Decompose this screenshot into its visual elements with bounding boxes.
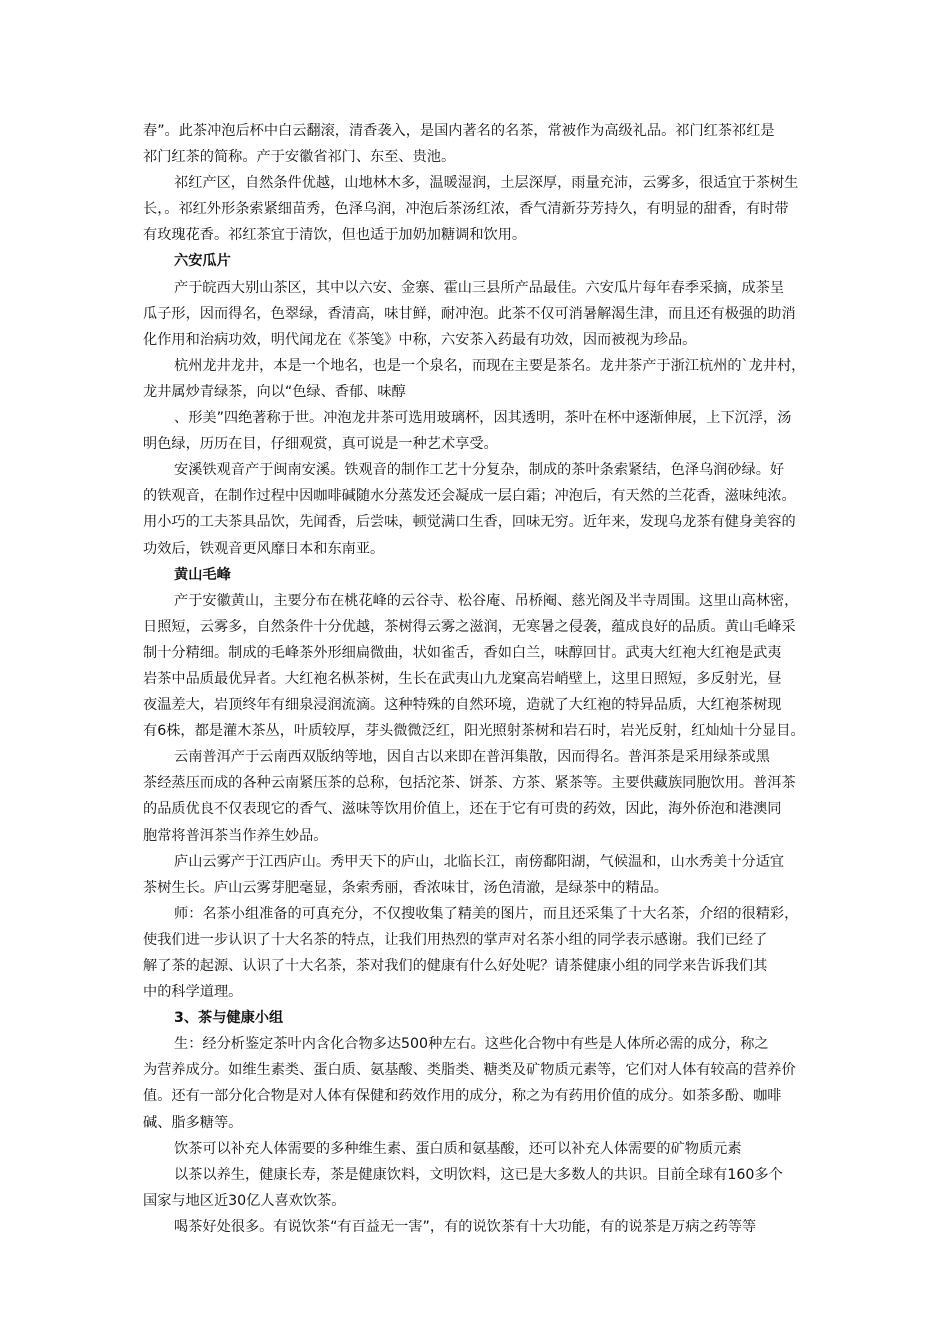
section-heading: 3、茶与健康小组 [174,1010,284,1027]
text-line: 龙井属炒青绿茶，向以“色绿、香郁、味醇 [143,383,406,400]
text-line: 有玫瑰花香。祁红茶宜于清饮，但也适于加奶加糖调和饮用。 [143,227,527,244]
text-line: 春”。此茶冲泡后杯中白云翻滚，清香袭入，是国内著名的名茶，常被作为高级礼品。祁门红茶祁红是 [143,123,775,139]
text-line: 中的科学道理。 [143,984,243,1001]
text-line: 有6株，都是灌木茶丛，叶质较厚，芽头微微泛红，阳光照射茶树和岩石时，岩光反射，红灿灿十分显目。 [143,723,805,740]
text-line: 使我们进一步认识了十大名茶的特点，让我们用热烈的掌声对名茶小组的同学表示感谢。我们已经了 [143,931,768,948]
text-line: 化作用和治病功效，明代闻龙在《茶笺》中称，六安茶入药最有功效，因而被视为珍品。 [143,331,697,348]
text-line: 以茶以养生，健康长寿，茶是健康饮料，文明饮料，这已是大多数人的共识。目前全球有160多个 [174,1166,783,1183]
text-line: 功效后，铁观音更风靡日本和东南亚。 [143,540,385,557]
text-line: 国家与地区近30亿人喜欢饮茶。 [143,1192,346,1209]
text-line: 的铁观音，在制作过程中因咖啡碱随水分蒸发还会凝成一层白霜；冲泡后，有天然的兰花香，滋味纯浓。 [143,488,796,505]
text-line: 胞常将普洱茶当作养生妙品。 [143,827,328,844]
text-line: 生：经分析鉴定茶叶内含化合物多达500种左右。这些化合物中有些是人体所必需的成分，称之 [174,1036,769,1053]
text-line: 祁红产区，自然条件优越，山地林木多，温暖湿润，土层深厚，雨量充沛，云雾多，很适宜于茶树生 [174,175,799,192]
text-line: 的品质优良不仅表现它的香气、滋味等饮用价值上，还在于它有可贵的药效，因此，海外侨泡和港澳同 [143,801,782,818]
text-line: 明色绿，历历在目，仔细观赏，真可说是一种艺术享受。 [143,436,498,453]
text-line: 解了茶的起源、认识了十大名茶，茶对我们的健康有什么好处呢？请茶健康小组的同学来告诉我们其 [143,958,768,974]
text-line: 杭州龙井龙井，本是一个地名，也是一个泉名，而现在主要是茶名。龙井茶产于浙江杭州的`龙井村， [174,357,806,374]
section-heading: 六安瓜片 [174,253,231,270]
text-line: 庐山云雾产于江西庐山。秀甲天下的庐山，北临长江，南傍鄱阳湖，气候温和，山水秀美十分适宜 [174,853,785,870]
text-line: 、形美”四绝著称于世。冲泡龙井茶可选用玻璃杯，因其透明，茶叶在杯中逐渐伸展，上下沉浮，汤 [174,410,792,427]
text-line: 喝茶好处很多。有说饮茶“有百益无一害”，有的说饮茶有十大功能，有的说茶是万病之药等等 [174,1218,757,1235]
document-page [143,118,827,1240]
text-line: 用小巧的工夫茶具品饮，先闻香，后尝味，顿觉满口生香，回味无穷。近年来，发现乌龙茶有健身美容的 [143,514,796,531]
text-line: 茶树生长。庐山云雾芽肥毫显，条索秀丽，香浓味甘，汤色清澈，是绿茶中的精品。 [143,879,668,896]
text-line: 制十分精细。制成的毛峰茶外形细扁微曲，状如雀舌，香如白兰，味醇回甘。武夷大红袍大红袍是武夷 [143,644,782,661]
text-line: 长，。祁红外形条索紧细苗秀，色泽乌润，冲泡后茶汤红浓，香气清新芬芳持久，有明显的甜香，有时带 [143,201,789,218]
text-line: 云南普洱产于云南西双版纳等地，因自古以来即在普洱集散，因而得名。普洱茶是采用绿茶或黑 [174,749,770,766]
text-line: 产于皖西大别山茶区，其中以六安、金寨、霍山三县所产品最佳。六安瓜片每年春季采摘，成茶呈 [174,279,785,296]
text-line: 安溪铁观音产于闽南安溪。铁观音的制作工艺十分复杂，制成的茶叶条索紧结，色泽乌润砂绿。好 [174,462,785,479]
text-line: 饮茶可以补充人体需要的多种维生素、蛋白质和氨基酸，还可以补充人体需要的矿物质元素 [174,1140,742,1157]
text-line: 夜温差大，岩顶终年有细泉浸润流滴。这种特殊的自然环境，造就了大红袍的特异品质，大红袍茶树现 [143,697,782,714]
text-line: 岩茶中品质最优异者。大红袍名枞茶树，生长在武夷山九龙窠高岩峭壁上，这里日照短，多反射光，昼 [143,670,782,687]
text-line: 师：名茶小组准备的可真充分，不仅搜收集了精美的图片，而且还采集了十大名茶，介绍的很精彩， [174,905,799,922]
text-line: 祁门红茶的简称。产于安徽省祁门、东至、贵池。 [143,149,456,166]
section-heading: 黄山毛峰 [174,566,231,583]
text-line: 值。还有一部分化合物是对人体有保健和药效作用的成分，称之为有药用价值的成分。如茶多酚、咖啡 [143,1088,782,1105]
text-line: 碱、脂多糖等。 [143,1114,243,1131]
text-line: 产于安徽黄山，主要分布在桃花峰的云谷寺、松谷庵、吊桥阉、慈光阁及半寺周围。这里山高林密， [174,592,799,609]
text-line: 为营养成分。如维生素类、蛋白质、氨基酸、类脂类、糖类及矿物质元素等，它们对人体有较高的营养价 [143,1062,796,1079]
text-line: 瓜子形，因而得名，色翠绿，香清高，味甘鲜，耐冲泡。此茶不仅可消暑解渴生津，而且还有极强的助消 [143,305,796,322]
text-line: 茶经蒸压而成的各种云南紧压茶的总称，包括沱茶、饼茶、方茶、紧茶等。主要供藏族同胞饮用。普洱茶 [143,775,796,792]
text-line: 日照短，云雾多，自然条件十分优越，茶树得云雾之滋润，无寒暑之侵袭，蕴成良好的品质。黄山毛峰采 [143,618,796,635]
